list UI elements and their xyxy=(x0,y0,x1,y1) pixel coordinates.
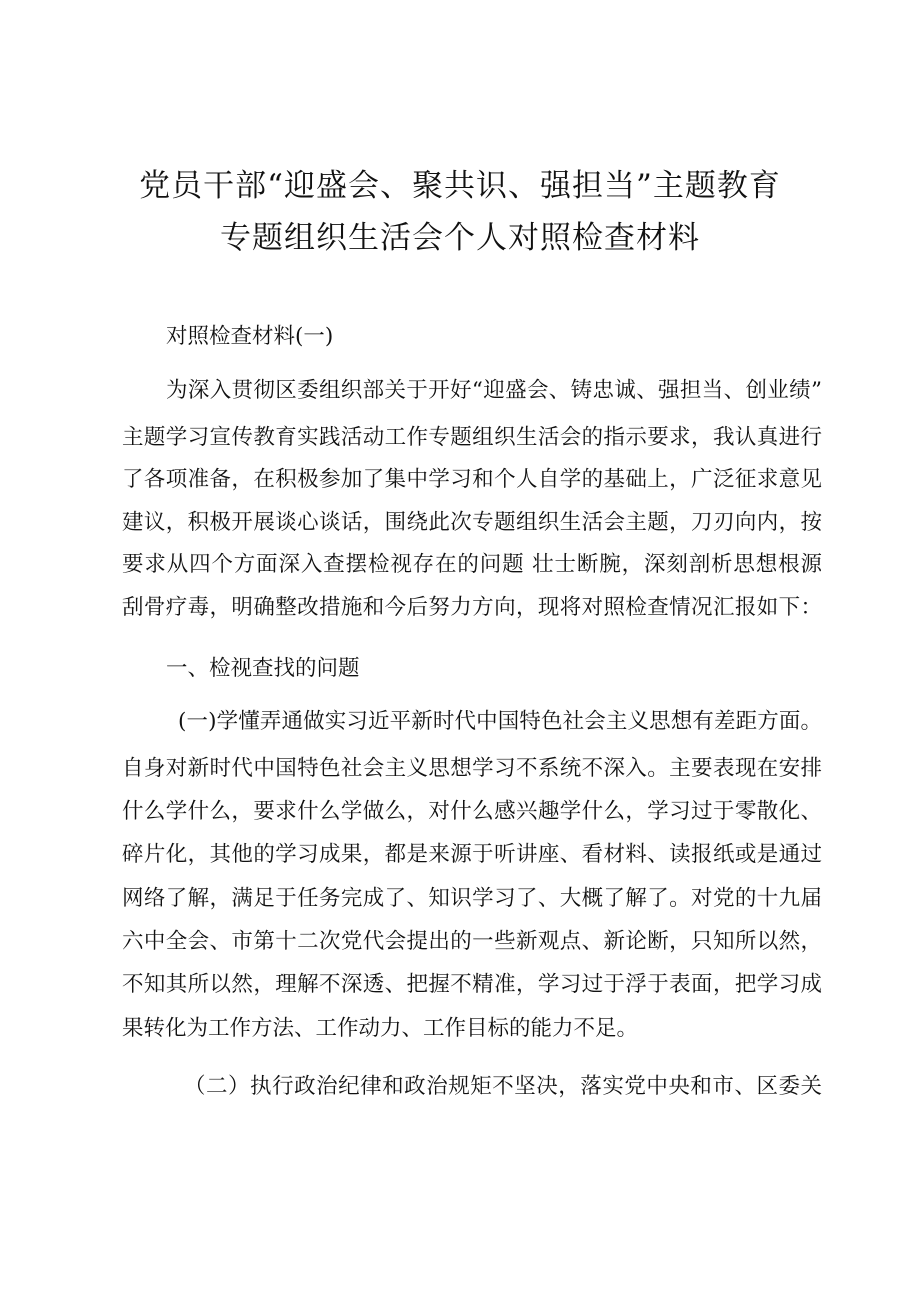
paragraph-line: 自身对新时代中国特色社会主义思想学习不系统不深入。主要表现在安排 xyxy=(122,756,822,781)
paragraph-line: 建议，积极开展谈心谈话，围绕此次专题组织生活会主题，刀刃向内，按 xyxy=(122,510,822,535)
paragraph-line: 刮骨疗毒，明确整改措施和今后努力方向，现将对照检查情况汇报如下： xyxy=(122,595,822,620)
document-title-line-1: 党员干部“迎盛会、聚共识、强担当”主题教育 xyxy=(139,168,781,204)
paragraph-line: 主题学习宣传教育实践活动工作专题组织生活会的指示要求，我认真进行 xyxy=(122,425,822,450)
paragraph-line: 果转化为工作方法、工作动力、工作目标的能力不足。 xyxy=(122,1016,639,1041)
paragraph-line: 为深入贯彻区委组织部关于开好“迎盛会、铸忠诚、强担当、创业绩” xyxy=(166,378,822,403)
paragraph-line: 了各项准备，在积极参加了集中学习和个人自学的基础上，广泛征求意见 xyxy=(122,467,822,492)
paragraph-line: 什么学什么，要求什么学做么，对什么感兴趣学什么，学习过于零散化、 xyxy=(122,799,822,824)
section-heading: 一、检视查找的问题 xyxy=(166,656,360,681)
paragraph-line: (一)学懂弄通做实习近平新时代中国特色社会主义思想有差距方面。 xyxy=(178,709,822,734)
paragraph-line: （二）执行政治纪律和政治规矩不坚决，落实党中央和市、区委关 xyxy=(184,1074,822,1099)
paragraph-line: 网络了解，满足于任务完成了、知识学习了、大概了解了。对党的十九届 xyxy=(122,886,822,911)
paragraph-line: 不知其所以然，理解不深透、把握不精准，学习过于浮于表面，把学习成 xyxy=(122,972,822,997)
paragraph-line: 要求从四个方面深入查摆检视存在的问题 壮士断腕，深刻剖析思想根源 xyxy=(122,552,822,577)
paragraph-line: 碎片化，其他的学习成果，都是来源于听讲座、看材料、读报纸或是通过 xyxy=(122,842,822,867)
section-subtitle: 对照检查材料(一) xyxy=(166,324,334,349)
document-title-line-2: 专题组织生活会个人对照检查材料 xyxy=(220,220,700,256)
paragraph-line: 六中全会、市第十二次党代会提出的一些新观点、新论断，只知所以然， xyxy=(122,929,822,954)
